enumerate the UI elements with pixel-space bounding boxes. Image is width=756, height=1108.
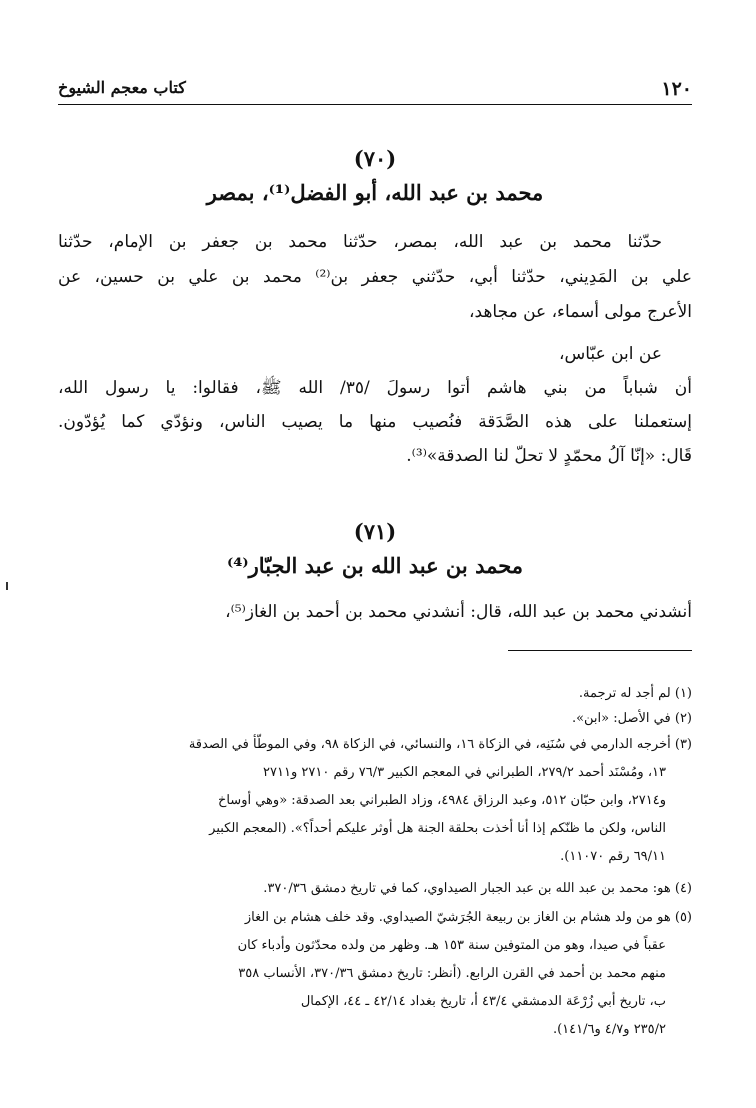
footnote-marker: (٥) — [674, 910, 692, 925]
entry-number: (٧١) — [353, 519, 397, 544]
footnote-2 — [58, 711, 692, 726]
book-title: كتاب معجم الشيوخ — [58, 78, 186, 97]
entry-number: (٧٠) — [353, 146, 397, 171]
entry-heading: محمد بن عبد الله، أبو الفضل⁽¹⁾، بمصر — [206, 180, 544, 205]
footnote-4 — [58, 881, 692, 896]
footnote-line: ٢٣٥/٢ و٤/٧ و١٤١/٦). — [552, 1022, 666, 1037]
footnote-marker: (٣) — [674, 737, 692, 752]
footnote-line: منهم محمد بن أحمد في القرن الرابع. (أنظر: تاريخ دمشق ٣٧٠/٣٦، الأنساب ٣٥٨ — [238, 966, 666, 981]
footnote-text: في الأصل: «ابن». — [571, 711, 671, 726]
body-line: علي بن المَدِيني، حدّثنا أبي، حدّثني جعفر بن⁽²⁾ محمد بن علي بن حسين، عن — [58, 267, 692, 287]
footnote-marker: (١) — [674, 686, 692, 701]
footnote-text: هو من ولد هشام بن الغاز بن ربيعة الجُرَشيّ الصيداوي. وقد خلف هشام بن الغاز — [244, 910, 671, 925]
footnote-3 — [58, 737, 692, 752]
footnote-line: ٦٩/١١ رقم ١١٠٧٠). — [560, 849, 666, 864]
footnote-5 — [58, 910, 692, 925]
footnote-line: الناس، ولكن ما ظنّكم إذا أنا أخذت بحلقة الجنة هل أوثر عليكم أحداً؟». (المعجم الكبير — [209, 821, 666, 836]
footnote-line: و٢٧١٤، وابن حبّان ٥١٢، وعبد الرزاق ٤٩٨٤، وزاد الطبراني بعد الصدقة: «وهي أوساخ — [217, 793, 666, 808]
body-line: أن شباباً من بني هاشم أتوا رسولَ /٣٥/ الله ﷺ، فقالوا: يا رسول الله، — [58, 378, 692, 398]
entry-heading: محمد بن عبد الله بن عبد الجبّار⁽⁴⁾ — [226, 553, 524, 578]
page-number: ١٢٠ — [661, 78, 692, 100]
footnote-line: عقباً في صيدا، وهو من المتوفين سنة ١٥٣ هـ. وظهر من ولده محدّثون وأدباء كان — [237, 938, 666, 953]
body-line: قَال: «إنّا آلُ محمّدٍ لا تحلّ لنا الصدقة»⁽³⁾. — [406, 446, 692, 466]
footnote-line: ب، تاريخ أبي زُرْعَة الدمشقي ٤٣/٤ أ، تاريخ بغداد ٤٢/١٤ ـ ٤٤، الإكمال — [300, 994, 666, 1009]
footnote-text: أخرجه الدارمي في سُنَنِه، في الزكاة ١٦، والنسائي، في الزكاة ٩٨، وفي الموطّأ في الصدقة — [188, 737, 671, 752]
footnote-marker: (٢) — [674, 711, 692, 726]
body-line: حدّثنا محمد بن عبد الله، بمصر، حدّثنا محمد بن جعفر بن الإمام، حدّثنا — [58, 232, 662, 252]
footnote-separator — [508, 650, 692, 651]
footnote-text: لم أجد له ترجمة. — [578, 686, 671, 701]
running-header — [58, 78, 692, 105]
footnote-1 — [58, 686, 692, 701]
footnote-marker: (٤) — [674, 881, 692, 896]
body-line: الأعرج مولى أسماء، عن مجاهد، — [469, 302, 692, 322]
body-line: عن ابن عبّاس، — [559, 344, 662, 364]
body-line: أنشدني محمد بن عبد الله، قال: أنشدني محمد بن أحمد بن الغاز⁽⁵⁾، — [225, 602, 692, 622]
body-line: إستعملنا على هذه الصَّدَقة فنُصيب منها ما يصيب الناس، ونؤدّي كما يُؤدّون. — [58, 412, 692, 432]
footnote-line: ١٣، ومُسْنَد أحمد ٢٧٩/٢، الطبراني في المعجم الكبير ٧٦/٣ رقم ٢٧١٠ و٢٧١١ — [263, 765, 666, 780]
footnote-text: هو: محمد بن عبد الله بن عبد الجبار الصيداوي، كما في تاريخ دمشق ٣٧٠/٣٦. — [263, 881, 671, 896]
margin-mark — [6, 582, 8, 590]
